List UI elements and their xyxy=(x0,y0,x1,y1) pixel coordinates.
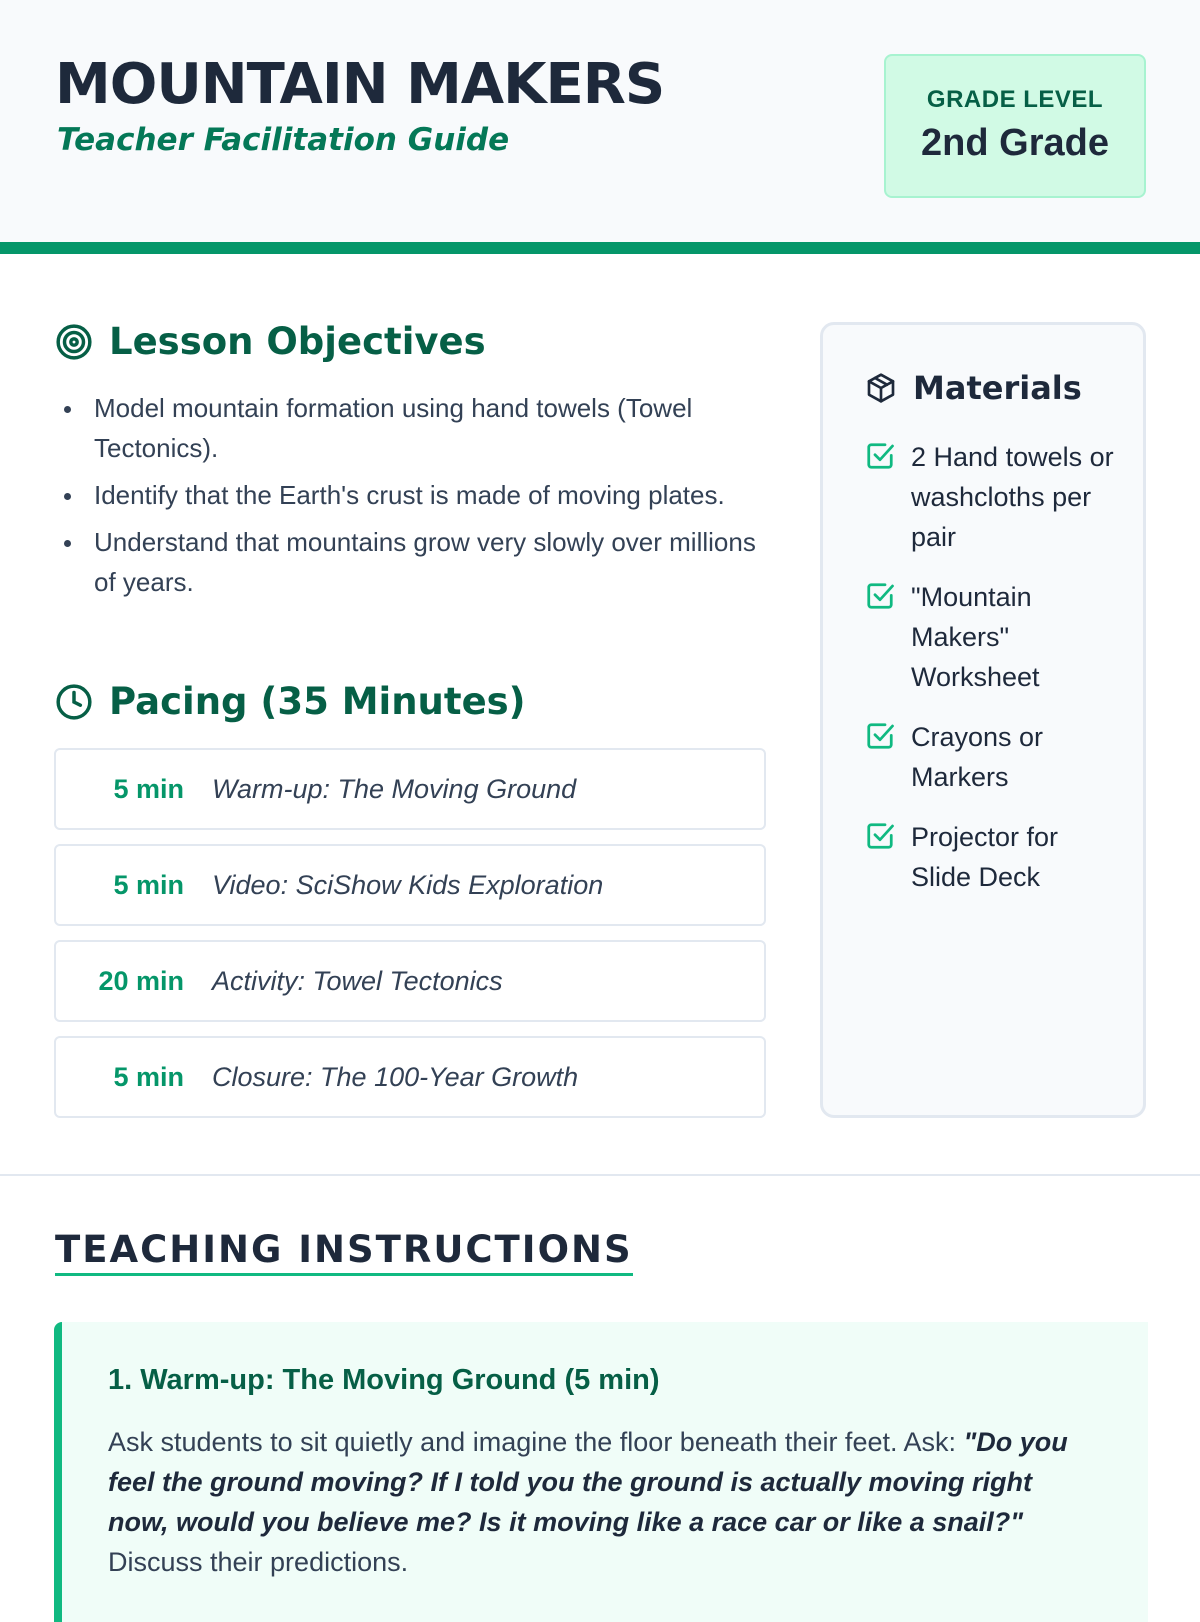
materials-item-text: "Mountain Makers" Worksheet xyxy=(911,582,1040,692)
pacing-time: 5 min xyxy=(113,773,184,804)
page-title: MOUNTAIN MAKERS xyxy=(55,52,665,117)
materials-item xyxy=(865,437,1125,557)
pacing-list xyxy=(54,748,766,1132)
pacing-label: Activity: Towel Tectonics xyxy=(212,965,503,996)
materials-heading xyxy=(865,369,1082,407)
materials-item xyxy=(865,717,1125,797)
materials-item xyxy=(865,577,1125,697)
instruction-step-card xyxy=(54,1322,1148,1622)
pacing-label: Video: SciShow Kids Exploration xyxy=(212,869,604,900)
pacing-time: 20 min xyxy=(98,965,184,996)
package-icon xyxy=(865,372,897,404)
pacing-row xyxy=(54,940,766,1022)
objectives-heading xyxy=(55,320,486,363)
target-icon xyxy=(55,323,93,361)
pacing-heading xyxy=(55,680,526,723)
materials-panel xyxy=(820,322,1146,1118)
objectives-list xyxy=(64,388,784,609)
pacing-time: 5 min xyxy=(113,1061,184,1092)
grade-level-value: 2nd Grade xyxy=(921,122,1109,164)
pacing-time: 5 min xyxy=(113,869,184,900)
materials-item-text: 2 Hand towels or washcloths per pair xyxy=(911,442,1114,552)
instruction-step-text-after: Discuss their predictions. xyxy=(108,1547,409,1577)
grade-level-badge xyxy=(884,54,1146,198)
checkbox-checked-icon xyxy=(865,581,895,611)
materials-item-text: Crayons or Markers xyxy=(911,722,1044,792)
instruction-step-quote: "Do you feel the ground moving? If I told you the ground is actually moving right now, would you believe me? Is it moving like a race car or like a snail?" xyxy=(108,1427,1068,1537)
materials-list xyxy=(865,437,1125,917)
objectives-heading-text: Lesson Objectives xyxy=(109,320,486,363)
teaching-instructions-heading: TEACHING INSTRUCTIONS xyxy=(55,1228,633,1276)
checkbox-checked-icon xyxy=(865,721,895,751)
page-subtitle: Teacher Facilitation Guide xyxy=(57,122,510,158)
pacing-heading-text: Pacing (35 Minutes) xyxy=(109,680,526,723)
instruction-step-title: 1. Warm-up: The Moving Ground (5 min) xyxy=(108,1364,660,1396)
materials-item xyxy=(865,817,1125,897)
pacing-row xyxy=(54,748,766,830)
pacing-label: Warm-up: The Moving Ground xyxy=(212,773,577,804)
checkbox-checked-icon xyxy=(865,441,895,471)
materials-heading-text: Materials xyxy=(913,369,1082,407)
checkbox-checked-icon xyxy=(865,821,895,851)
instruction-step-text-before: Ask students to sit quietly and imagine the floor beneath their feet. Ask: xyxy=(108,1427,964,1457)
objective-item: Model mountain formation using hand towels (Towel Tectonics). xyxy=(64,388,784,468)
header xyxy=(0,0,1200,254)
materials-item-text: Projector for Slide Deck xyxy=(911,822,1059,892)
pacing-label: Closure: The 100-Year Growth xyxy=(212,1061,579,1092)
instruction-step-text xyxy=(108,1422,1088,1582)
pacing-row xyxy=(54,844,766,926)
section-divider xyxy=(0,1174,1200,1176)
pacing-row xyxy=(54,1036,766,1118)
objective-item: Understand that mountains grow very slowly over millions of years. xyxy=(64,522,784,602)
objective-item: Identify that the Earth's crust is made of moving plates. xyxy=(64,475,784,515)
clock-icon xyxy=(55,683,93,721)
grade-level-label: GRADE LEVEL xyxy=(926,86,1104,113)
